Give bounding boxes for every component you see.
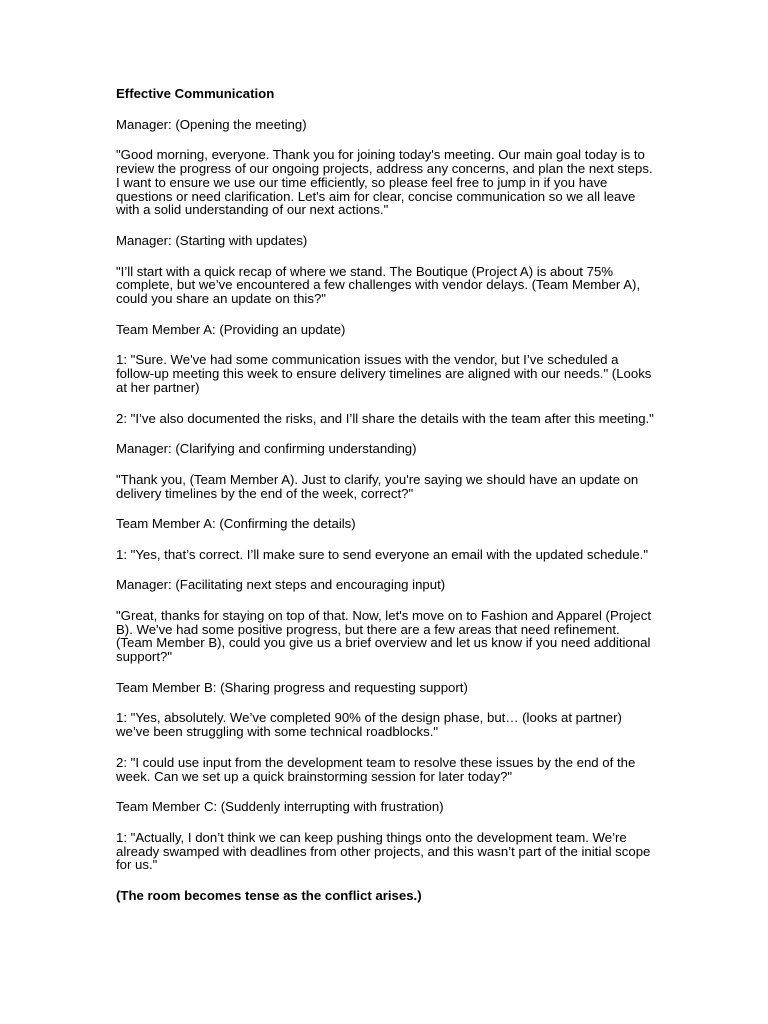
paragraph-6: 1: "Sure. We've had some communication issues with the vendor, but I’ve scheduled a follow-up meeting this week to ensure delivery timelines are aligned with our needs." (Looks at her partner)	[116, 352, 652, 395]
paragraph-4: "I’ll start with a quick recap of where we stand. The Boutique (Project A) is about 75% complete, but we’ve encountered a few challenges with vendor delays. (Team Member A), could you share an update on this?"	[116, 263, 641, 307]
paragraph-11: 1: "Yes, that’s correct. I’ll make sure to send everyone an email with the updated schedule."	[116, 546, 649, 562]
paragraph-14: Team Member B: (Sharing progress and requesting support)	[116, 679, 468, 695]
paragraph-10: Team Member A: (Confirming the details)	[116, 516, 356, 532]
paragraph-3: Manager: (Starting with updates)	[116, 232, 308, 248]
paragraph-8: Manager: (Clarifying and confirming understanding)	[116, 441, 417, 457]
document-page	[116, 87, 656, 920]
paragraph-17: Team Member C: (Suddenly interrupting with frustration)	[116, 799, 444, 815]
paragraph-16: 2: "I could use input from the development team to resolve these issues by the end of the week. Can we set up a quick brainstorming session for later today?"	[116, 754, 636, 784]
paragraph-5: Team Member A: (Providing an update)	[116, 321, 346, 337]
paragraph-18: 1: "Actually, I don’t think we can keep pushing things onto the development team. We’re already swamped with deadlines from other projects, and this wasn’t part of the initial scope for us."	[116, 829, 651, 873]
paragraph-9: "Thank you, (Team Member A). Just to clarify, you're saying we should have an update on delivery timelines by the end of the week, correct?"	[116, 471, 639, 501]
document-title: Effective Communication	[116, 86, 275, 101]
paragraph-13: "Great, thanks for staying on top of that. Now, let's move on to Fashion and Apparel (Project B). We've had some positive progress, but there are a few areas that need refinement. (Team Member B), could you give us a brief overview and let us know if you need additional support?"	[116, 607, 651, 665]
paragraph-7: 2: "I’ve also documented the risks, and I’ll share the details with the team after this meeting."	[116, 410, 654, 426]
paragraph-12: Manager: (Facilitating next steps and encouraging input)	[116, 577, 446, 593]
closing-note: (The room becomes tense as the conflict arises.)	[116, 888, 422, 904]
paragraph-2: "Good morning, everyone. Thank you for joining today's meeting. Our main goal today is to review the progress of our ongoing projects, address any concerns, and plan the next steps. I want to ensure we use our time efficiently, so please feel free to jump in if you have questions or need clarification. Let's aim for clear, concise communication so we all leave with a solid understanding of our next actions."	[116, 147, 653, 218]
paragraph-1: Manager: (Opening the meeting)	[116, 116, 307, 132]
paragraph-15: 1: "Yes, absolutely. We’ve completed 90% of the design phase, but… (looks at partner) we’ve been struggling with some technical roadblocks."	[116, 710, 622, 740]
